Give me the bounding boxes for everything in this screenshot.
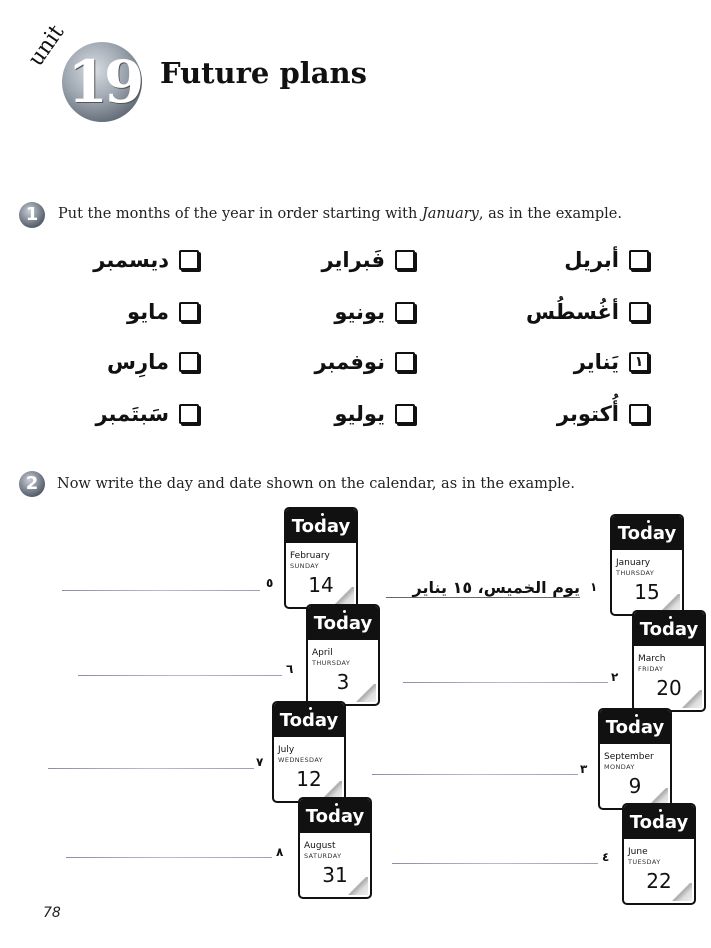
- calendar-header: Today: [612, 516, 682, 550]
- page-curl-icon: [348, 877, 368, 895]
- calendar-weekday: SUNDAY: [290, 562, 319, 570]
- answer-line-3[interactable]: [372, 774, 578, 775]
- calendar-august-31: [298, 797, 372, 899]
- instruction-text: Put the months of the year in order starting with: [58, 206, 422, 222]
- answer-line-2[interactable]: [403, 682, 608, 683]
- order-checkbox[interactable]: [179, 404, 199, 424]
- calendar-date: 20: [656, 676, 682, 700]
- calendar-month: June: [628, 847, 648, 857]
- calendar-date: 12: [296, 767, 322, 791]
- month-label: أغُسطُس: [525, 300, 619, 324]
- month-item[interactable]: [314, 350, 415, 374]
- month-item[interactable]: [321, 248, 415, 272]
- calendar-date: 31: [322, 863, 348, 887]
- calendar-weekday: FRIDAY: [638, 665, 664, 673]
- order-checkbox[interactable]: [179, 250, 199, 270]
- month-item[interactable]: [107, 350, 199, 374]
- calendar-header: Today: [286, 509, 356, 543]
- exercise-2-badge: 2: [19, 471, 45, 497]
- example-answer: يوم الخميس، ١٥ يناير: [386, 578, 580, 598]
- month-item[interactable]: [334, 402, 415, 426]
- instruction-text: , as in the example.: [478, 206, 622, 222]
- month-item[interactable]: [574, 350, 649, 374]
- calendar-june-22: [622, 803, 696, 905]
- calendar-weekday: THURSDAY: [312, 659, 351, 667]
- calendar-date: 14: [308, 573, 334, 597]
- order-checkbox[interactable]: [629, 404, 649, 424]
- answer-number: ٤: [602, 850, 610, 864]
- answer-number: ٨: [276, 845, 284, 859]
- answer-number: ٢: [611, 670, 619, 684]
- calendar-february-14: [284, 507, 358, 609]
- page-curl-icon: [682, 690, 702, 708]
- calendar-date: 3: [336, 670, 350, 694]
- answer-number: ٣: [580, 762, 588, 776]
- answer-number: ٧: [256, 755, 264, 769]
- page-number: 78: [43, 905, 61, 921]
- calendar-weekday: SATURDAY: [304, 852, 342, 860]
- order-checkbox[interactable]: ١: [629, 352, 649, 372]
- month-item[interactable]: [127, 300, 199, 324]
- order-checkbox[interactable]: [629, 250, 649, 270]
- calendar-header: Today: [634, 612, 704, 646]
- page-curl-icon: [334, 587, 354, 605]
- calendar-month: January: [616, 558, 651, 568]
- month-label: أبريل: [564, 248, 619, 272]
- answer-line-7[interactable]: [48, 768, 254, 769]
- calendar-month: August: [304, 841, 336, 851]
- order-checkbox[interactable]: [395, 250, 415, 270]
- calendar-month: March: [638, 654, 666, 664]
- order-checkbox[interactable]: [179, 352, 199, 372]
- month-label: فَبراير: [321, 248, 385, 272]
- month-label: يونيو: [334, 300, 385, 324]
- calendar-january-15: [610, 514, 684, 616]
- calendar-weekday: MONDAY: [604, 763, 635, 771]
- calendar-september-9: [598, 708, 672, 810]
- page-curl-icon: [356, 684, 376, 702]
- exercise-1-badge: 1: [19, 202, 45, 228]
- calendar-date: 9: [628, 774, 642, 798]
- month-item[interactable]: [557, 402, 649, 426]
- month-label: سَبتَمبر: [95, 402, 169, 426]
- unit-label: unit: [23, 20, 70, 71]
- calendar-header: Today: [624, 805, 694, 839]
- calendar-weekday: THURSDAY: [616, 569, 655, 577]
- answer-line-6[interactable]: [78, 675, 282, 676]
- order-checkbox[interactable]: [395, 352, 415, 372]
- calendar-header: Today: [308, 606, 378, 640]
- calendar-march-20: [632, 610, 706, 712]
- calendar-weekday: TUESDAY: [628, 858, 661, 866]
- calendar-header: Today: [600, 710, 670, 744]
- answer-number: ٥: [266, 576, 274, 590]
- calendar-weekday: WEDNESDAY: [278, 756, 324, 764]
- unit-number: 19: [67, 48, 141, 116]
- page-title: Future plans: [160, 56, 367, 90]
- page-curl-icon: [672, 883, 692, 901]
- month-item[interactable]: [93, 248, 199, 272]
- calendar-month: September: [604, 752, 654, 762]
- month-item[interactable]: [526, 300, 649, 324]
- month-item[interactable]: [95, 402, 199, 426]
- answer-line-5[interactable]: [62, 590, 260, 591]
- order-checkbox[interactable]: [179, 302, 199, 322]
- month-label: أُكتوبر: [556, 402, 619, 426]
- calendar-april-3: [306, 604, 380, 706]
- month-label: ديسمبر: [93, 248, 169, 272]
- month-label: يَناير: [573, 350, 619, 374]
- instruction-emphasis: January: [421, 206, 479, 222]
- month-label: مارِس: [107, 350, 169, 374]
- answer-number: ٦: [286, 662, 294, 676]
- calendar-header: Today: [300, 799, 370, 833]
- calendar-header: Today: [274, 703, 344, 737]
- calendar-month: July: [278, 745, 295, 755]
- calendar-month: April: [312, 648, 333, 658]
- month-label: نوفمبر: [314, 350, 385, 374]
- answer-line-4[interactable]: [392, 863, 598, 864]
- order-checkbox[interactable]: [629, 302, 649, 322]
- calendar-date: 22: [646, 869, 672, 893]
- order-checkbox[interactable]: [395, 302, 415, 322]
- exercise-2-instruction: Now write the day and date shown on the calendar, as in the example.: [57, 476, 575, 492]
- month-label: مايو: [127, 300, 169, 324]
- month-item[interactable]: [564, 248, 649, 272]
- order-checkbox[interactable]: [395, 404, 415, 424]
- month-item[interactable]: [334, 300, 415, 324]
- answer-line-8[interactable]: [66, 857, 272, 858]
- calendar-date: 15: [634, 580, 660, 604]
- exercise-1-instruction: [58, 206, 622, 222]
- answer-number: ١: [590, 580, 598, 594]
- month-label: يوليو: [334, 402, 385, 426]
- calendar-july-12: [272, 701, 346, 803]
- calendar-month: February: [290, 551, 330, 561]
